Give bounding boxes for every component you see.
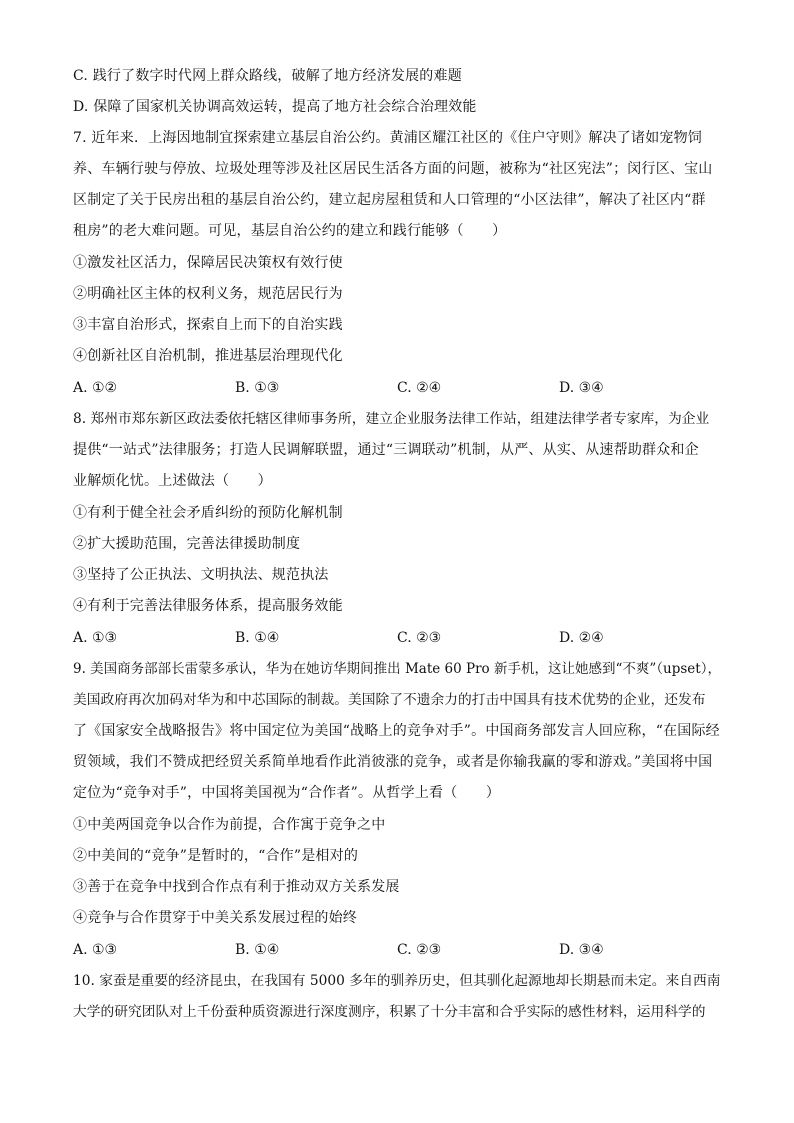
q7-stem-line-4: 租房”的老大难问题。可见，基层自治公约的建立和践行能够（ ） — [73, 223, 507, 239]
q9-option-d: D. ③④ — [559, 942, 604, 958]
q9-option-a: A. ①③ — [73, 942, 118, 958]
q8-statement-4: ④有利于完善法律服务体系，提高服务效能 — [73, 598, 343, 614]
q8-statement-2: ②扩大援助范围，完善法律援助制度 — [73, 536, 301, 552]
q8-statement-3: ③坚持了公正执法、文明执法、规范执法 — [73, 567, 329, 583]
q7-option-d: D. ③④ — [559, 380, 604, 396]
q8-statement-1: ①有利于健全社会矛盾纠纷的预防化解机制 — [73, 505, 343, 521]
q9-statement-1: ①中美两国竞争以合作为前提，合作寓于竞争之中 — [73, 817, 386, 833]
q10-stem-line-1: 10. 家蚕是重要的经济昆虫，在我国有 5000 多年的驯养历史，但其驯化起源地却长期悬而未定。来自西南 — [73, 973, 721, 989]
q9-stem-line-1: 9. 美国商务部部长雷蒙多承认，华为在她访华期间推出 Mate 60 Pro 新手机，这让她感到“不爽”（upset）， — [73, 661, 721, 677]
q6-option-c: C. 践行了数字时代网上群众路线，破解了地方经济发展的难题 — [73, 68, 462, 84]
q7-option-c: C. ②④ — [397, 380, 442, 396]
q9-statement-2: ②中美间的“竞争”是暂时的，“合作”是相对的 — [73, 848, 359, 864]
q9-stem-line-3: 了《国家安全战略报告》将中国定位为美国“战略上的竞争对手”。中国商务部发言人回应称，“在国际经 — [73, 723, 720, 739]
q8-options — [73, 628, 723, 648]
q8-stem-line-1: 8. 郑州市郑东新区政法委依托辖区律师事务所，建立企业服务法律工作站，组建法律学者专家库，为企业 — [73, 411, 710, 427]
q7-statement-3: ③丰富自治形式，探索自上而下的自治实践 — [73, 317, 343, 333]
q7-statement-1: ①激发社区活力，保障居民决策权有效行使 — [73, 255, 343, 271]
q8-option-a: A. ①③ — [73, 630, 118, 646]
q8-option-b: B. ①④ — [235, 630, 280, 646]
q9-stem-line-2: 美国政府再次加码对华为和中芯国际的制裁。美国除了不遗余力的打击中国具有技术优势的企业，还发布 — [73, 692, 706, 708]
q9-stem-line-5: 定位为“竞争对手”，中国将美国视为“合作者”。从哲学上看（ ） — [73, 785, 501, 801]
q7-stem-line-1: 7. 近年来．上海因地制宜探索建立基层自治公约。黄浦区耀江社区的《住户守则》解决了诸如宠物饲 — [73, 130, 703, 146]
q9-option-b: B. ①④ — [235, 942, 280, 958]
q7-options — [73, 378, 723, 398]
q7-statement-2: ②明确社区主体的权利义务，规范居民行为 — [73, 286, 343, 302]
q7-statement-4: ④创新社区自治机制，推进基层治理现代化 — [73, 348, 343, 364]
q9-options — [73, 940, 723, 960]
q8-stem-line-2: 提供“一站式”法律服务；打造人民调解联盟，通过“三调联动”机制，从严、从实、从速帮助群众和企 — [73, 442, 699, 458]
q7-stem-line-2: 养、车辆行驶与停放、垃圾处理等涉及社区居民生活各方面的问题，被称为“社区宪法”；闵行区、宝山 — [73, 161, 713, 177]
q9-statement-3: ③善于在竞争中找到合作点有利于推动双方关系发展 — [73, 879, 400, 895]
q8-stem-line-3: 业解烦化忧。上述做法（ ） — [73, 473, 272, 489]
q7-option-a: A. ①② — [73, 380, 118, 396]
q7-option-b: B. ①③ — [235, 380, 280, 396]
q6-option-d: D. 保障了国家机关协调高效运转，提高了地方社会综合治理效能 — [73, 99, 477, 115]
q10-stem-line-2: 大学的研究团队对上千份蚕种质资源进行深度测序，积累了十分丰富和合乎实际的感性材料，运用科学的 — [73, 1004, 706, 1020]
q8-option-c: C. ②③ — [397, 630, 442, 646]
q9-stem-line-4: 贸领域，我们不赞成把经贸关系简单地看作此消彼涨的竞争，或者是你输我赢的零和游戏。”美国将中国 — [73, 754, 713, 770]
q7-stem-line-3: 区制定了关于民房出租的基层自治公约，建立起房屋租赁和人口管理的“小区法律”，解决了社区内“群 — [73, 192, 706, 208]
q8-option-d: D. ②④ — [559, 630, 604, 646]
q9-option-c: C. ②③ — [397, 942, 442, 958]
q9-statement-4: ④竞争与合作贯穿于中美关系发展过程的始终 — [73, 910, 357, 926]
